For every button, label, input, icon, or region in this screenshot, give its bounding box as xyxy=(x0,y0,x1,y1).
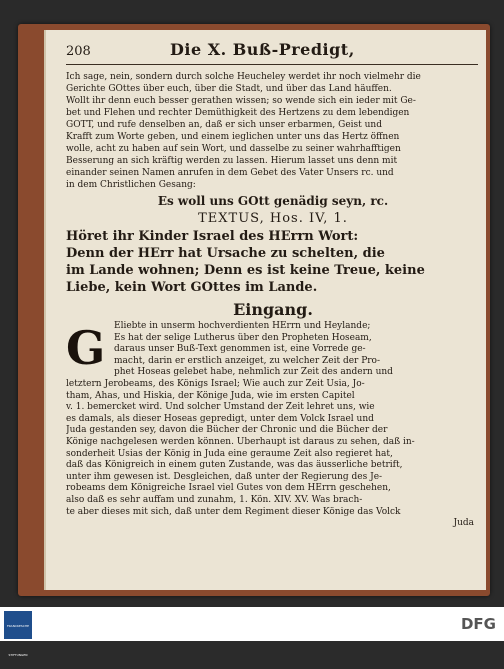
bible-verse xyxy=(66,228,480,296)
text-line: Es hat der selige Lutherus über den Propheten Hoseam, xyxy=(114,332,372,343)
text-line: es damals, als dieser Hoseas gepredigt, unter dem Volck Israel und xyxy=(66,413,374,424)
page-text xyxy=(66,40,480,528)
header-rule xyxy=(66,64,478,65)
viewer-footer xyxy=(0,607,504,657)
text-line: also daß es sehr auffam und zunahm, 1. Kön. XIV. XV. Was brach- xyxy=(66,494,363,505)
verse-line: im Lande wohnen; Denn es ist keine Treue, keine xyxy=(66,263,425,278)
text-line: Wollt ihr denn euch besser gerathen wissen; so wende sich ein ieder mit Ge- xyxy=(66,96,416,106)
text-line: in dem Christlichen Gesang: xyxy=(66,180,196,190)
intro-paragraph xyxy=(66,71,480,191)
verse-line: Höret ihr Kinder Israel des HErrn Wort: xyxy=(66,229,359,244)
text-line: daraus unser Buß-Text genommen ist, eine Vorrede ge- xyxy=(114,344,366,355)
text-line: Ich sage, nein, sondern durch solche Heucheley werdet ihr noch vielmehr die xyxy=(66,72,421,82)
text-line: phet Hoseas gelebet habe, nehmlich zur Zeit des andern und xyxy=(114,367,393,378)
indented-lines xyxy=(66,321,480,379)
body-paragraph xyxy=(66,321,480,528)
logo-label: FRANCKESCHE STIFTUNGEN xyxy=(6,624,30,657)
text-line: daß das Königreich in einem guten Zustande, was das äusserliche betrift, xyxy=(66,460,403,471)
francke-foundation-logo[interactable] xyxy=(4,611,32,657)
text-line: Krafft zum Worte geben, und einem ieglichen unter uns das Hertz öffnen xyxy=(66,132,400,142)
text-line: robeams dem Königreiche Israel viel Gutes von dem HErrn geschehen, xyxy=(66,483,391,494)
text-line: wolle, acht zu haben auf sein Wort, und dasselbe zu seiner wahrhafftigen xyxy=(66,144,401,154)
page-number: 208 xyxy=(66,44,91,59)
drop-cap-initial: G xyxy=(66,321,106,375)
text-line: sonderheit Usias der König in Juda eine geraume Zeit also regieret hat, xyxy=(66,448,393,459)
scanned-page xyxy=(44,30,486,590)
section-title: Eingang. xyxy=(233,300,313,319)
running-title: Die X. Buß-Predigt, xyxy=(170,40,355,59)
text-line: Juda gestanden sey, davon die Bücher der Chronic und die Bücher der xyxy=(66,425,388,436)
text-line: v. 1. bemercket wird. Und solcher Umstand der Zeit lehret uns, wie xyxy=(66,402,375,413)
verse-line: Denn der HErr hat Ursache zu schelten, die xyxy=(66,246,385,261)
text-line: tham, Ahas, und Hiskia, der Könige Juda, wie im ersten Capitel xyxy=(66,390,355,401)
text-line: GOTT, und rufe denselben an, daß er sich unser erbarmen, Geist und xyxy=(66,120,382,130)
text-line: Eliebte in unserm hochverdienten HErrn und Heylande; xyxy=(114,321,371,331)
textus-heading: TEXTUS, Hos. IV, 1. xyxy=(198,211,348,226)
text-line: bet und Flehen und rechter Demüthigkeit des Hertzens zu dem lebendigen xyxy=(66,108,410,118)
text-line: einander seinen Namen anrufen in dem Gebet des Vater Unsers rc. und xyxy=(66,168,394,178)
hymn-line: Es woll uns GOtt genädig seyn, rc. xyxy=(157,194,389,208)
catchword: Juda xyxy=(453,518,474,529)
verse-line: Liebe, kein Wort GOttes im Lande. xyxy=(66,280,318,295)
body-lines xyxy=(66,379,480,518)
dfg-logo[interactable]: DFG xyxy=(460,615,496,633)
text-line: unter ihm gewesen ist. Desgleichen, daß unter der Regierung des Je- xyxy=(66,471,383,482)
text-line: Gerichte GOttes über euch, über die Stadt, und über das Land häuffen. xyxy=(66,84,392,94)
text-line: letztern Jerobeams, des Königs Israel; Wie auch zur Zeit Usia, Jo- xyxy=(66,378,365,389)
text-line: Könige nachgelesen werden können. Überhaupt ist daraus zu sehen, daß in- xyxy=(66,436,415,447)
text-line: Besserung an sich kräftig werden zu lassen. Hierum lasset uns denn mit xyxy=(66,156,398,166)
page-header xyxy=(66,40,480,64)
text-line: macht, darin er erstlich anzeiget, zu welcher Zeit der Pro- xyxy=(114,355,381,366)
text-line: te aber dieses mit sich, daß unter dem Regiment dieser Könige das Volck xyxy=(66,506,401,517)
